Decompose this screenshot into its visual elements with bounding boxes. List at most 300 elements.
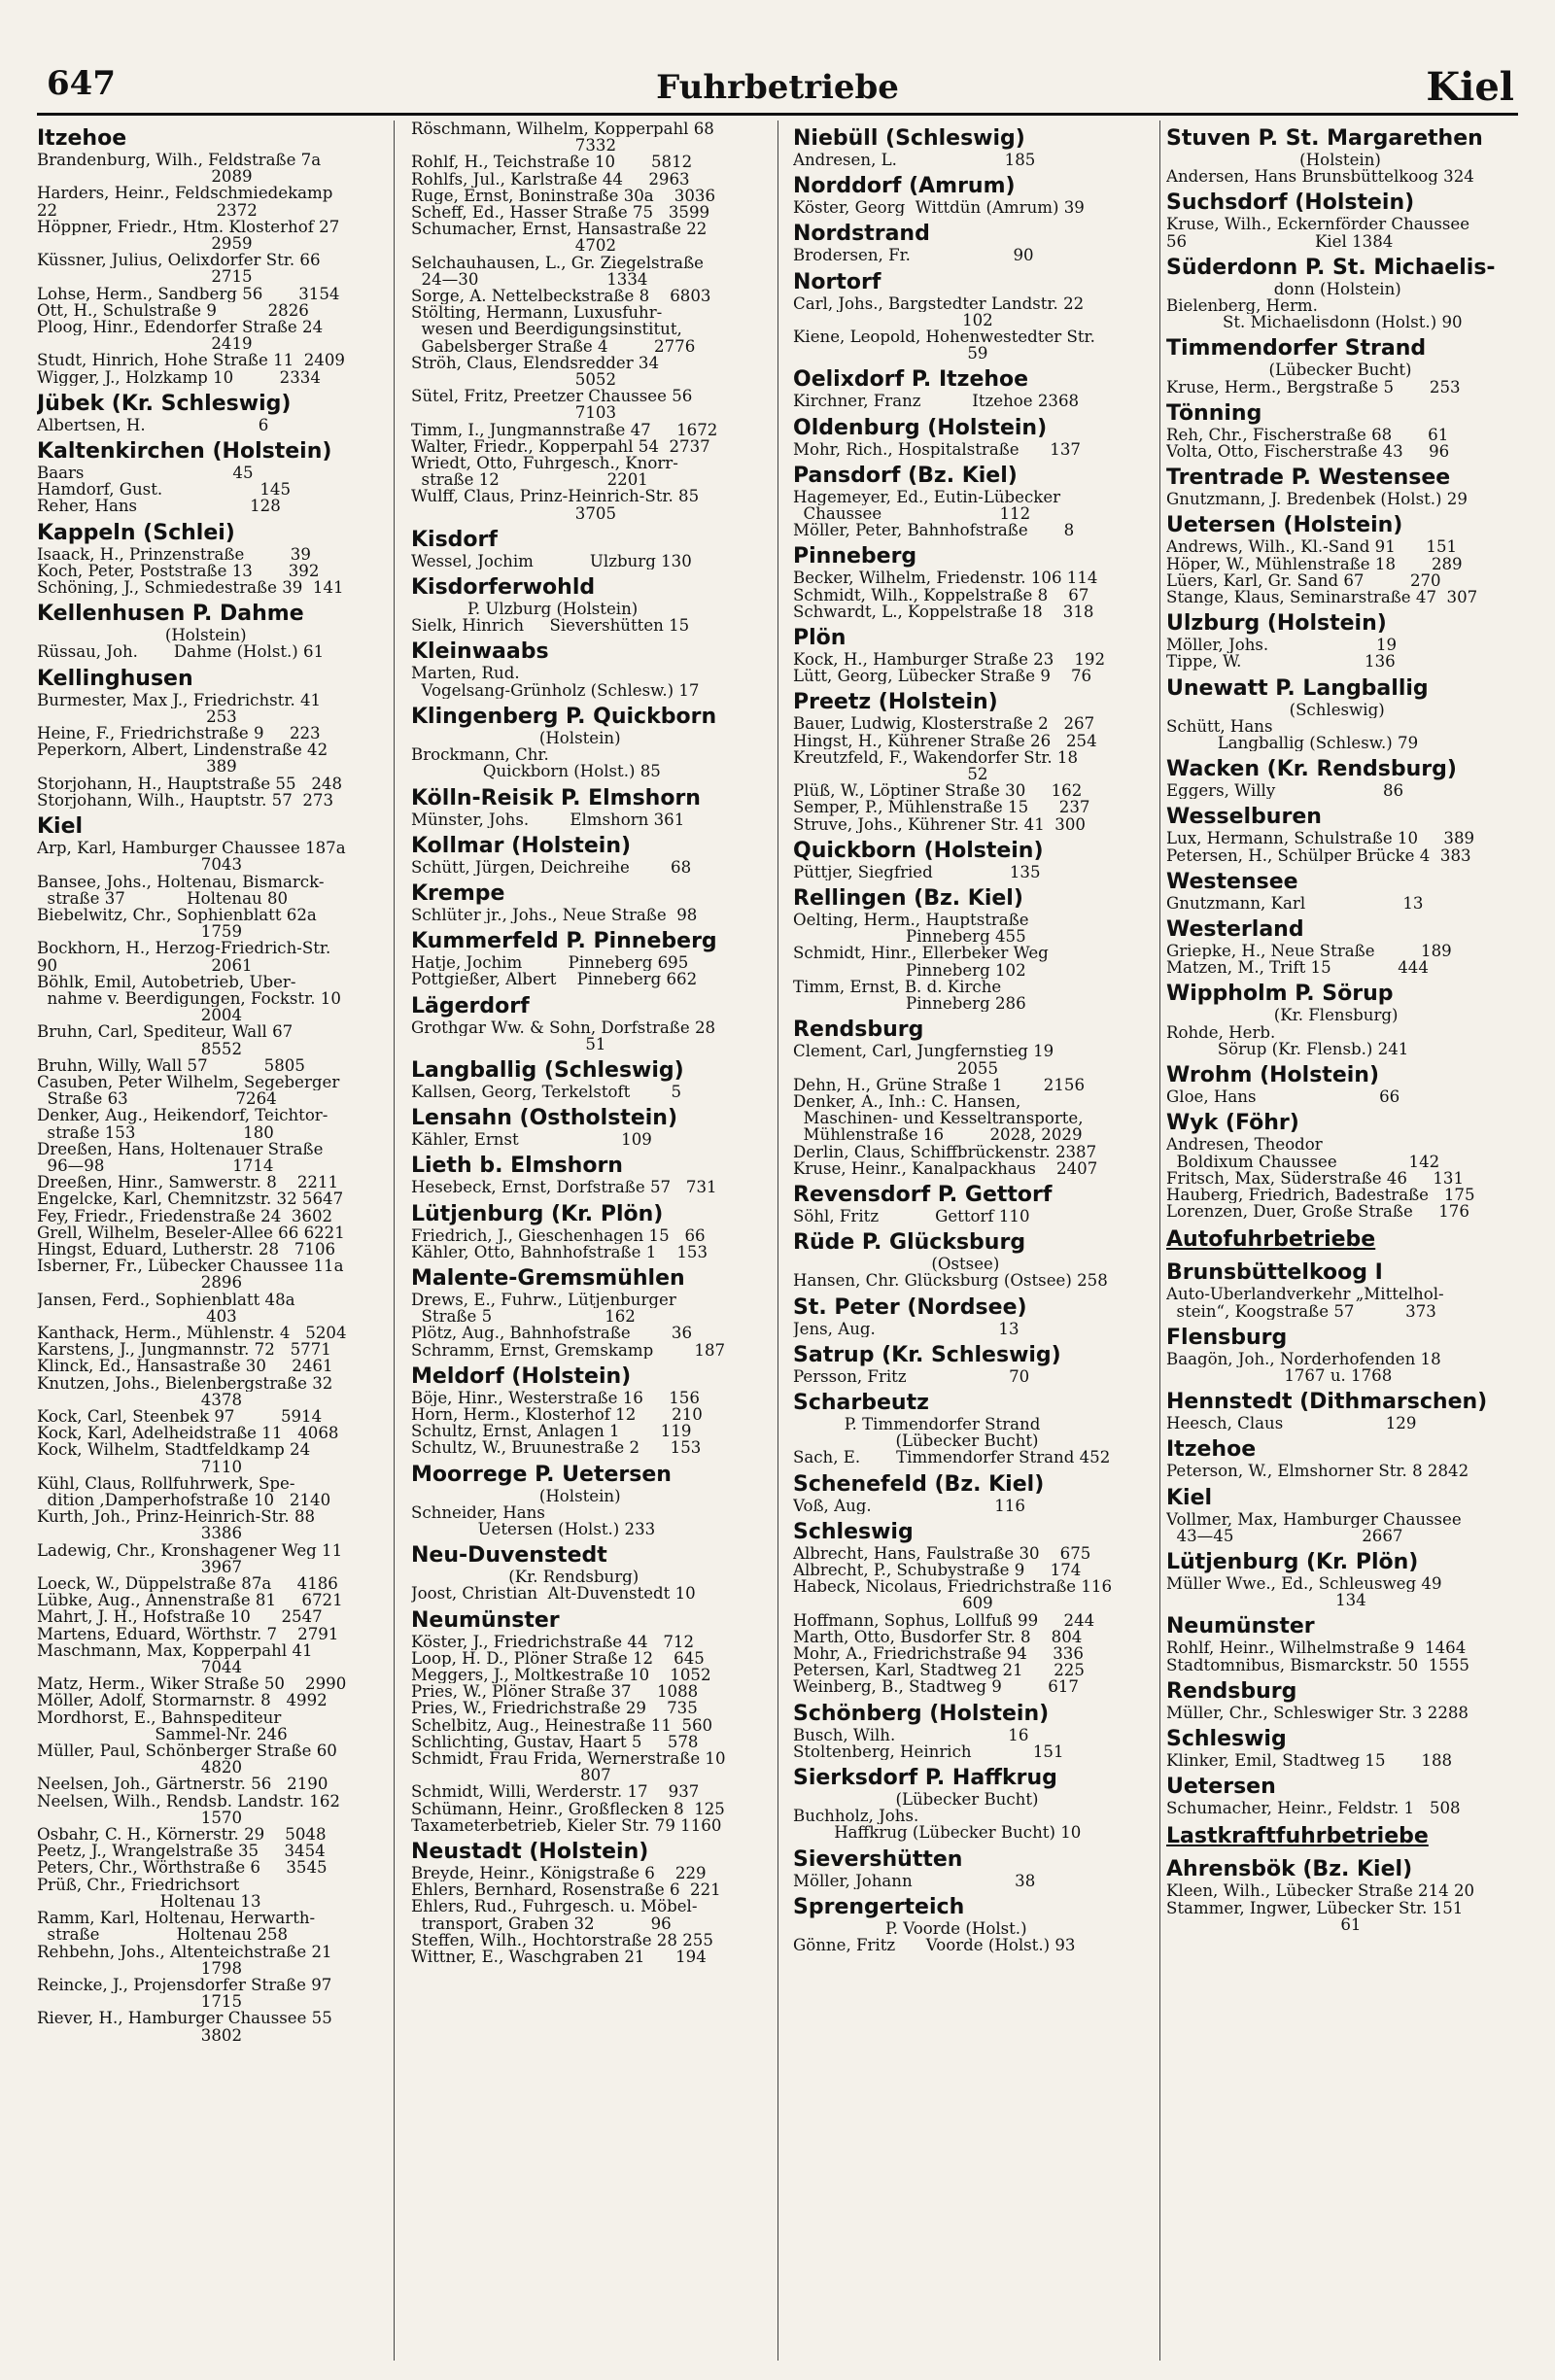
directory-entry: Reincke, J., Projensdorfer Straße 97 bbox=[37, 1976, 332, 1994]
directory-entry: Denker, A., Inh.: C. Hansen, bbox=[793, 1092, 1021, 1111]
page-header bbox=[37, 64, 1518, 113]
directory-entry: Schmidt, Wilh., Koppelstraße 8 67 bbox=[793, 586, 1089, 604]
place-heading: Lütjenburg (Kr. Plön) bbox=[1166, 1549, 1419, 1574]
directory-entry: Rohlfs, Jul., Karlstraße 44 2963 bbox=[411, 170, 690, 188]
directory-entry: Rohde, Herb. bbox=[1166, 1023, 1276, 1041]
directory-entry: Denker, Aug., Heikendorf, Teichtor- bbox=[37, 1107, 328, 1124]
directory-entry: 8552 bbox=[37, 1040, 243, 1057]
directory-entry: Wessel, Jochim Ulzburg 130 bbox=[411, 552, 692, 570]
place-heading: Uetersen (Holstein) bbox=[1166, 513, 1403, 538]
directory-entry: Kock, Carl, Steenbek 97 5914 bbox=[37, 1408, 323, 1426]
directory-entry: Gloe, Hans 66 bbox=[1166, 1088, 1400, 1106]
place-heading: Schenefeld (Bz. Kiel) bbox=[793, 1471, 1045, 1497]
directory-entry: Ruge, Ernst, Boninstraße 30a 3036 bbox=[411, 187, 716, 205]
directory-entry: Hatje, Jochim Pinneberg 695 bbox=[411, 954, 689, 972]
place-heading: Niebüll (Schleswig) bbox=[793, 126, 1025, 151]
directory-entry: Plüß, W., Löptiner Straße 30 162 bbox=[793, 782, 1083, 800]
directory-entry: Peperkorn, Albert, Lindenstraße 42 bbox=[37, 742, 328, 759]
place-heading: Lensahn (Ostholstein) bbox=[411, 1106, 678, 1131]
directory-entry: straße 153 180 bbox=[37, 1123, 274, 1141]
directory-entry: Joost, Christian Alt-Duvenstedt 10 bbox=[411, 1585, 696, 1603]
place-heading: Wippholm P. Sörup bbox=[1166, 982, 1394, 1007]
directory-entry: P. Voorde (Holst.) bbox=[793, 1919, 1027, 1937]
place-heading: Kisdorf bbox=[411, 527, 498, 552]
place-heading: Klingenberg P. Quickborn bbox=[411, 704, 717, 729]
directory-entry: Sütel, Fritz, Preetzer Chaussee 56 bbox=[411, 388, 693, 405]
place-heading: Brunsbüttelkoog I bbox=[1166, 1260, 1383, 1286]
place-heading: Flensburg bbox=[1166, 1325, 1288, 1350]
place-heading: Trentrade P. Westensee bbox=[1166, 466, 1451, 491]
directory-entry: Carl, Johs., Bargstedter Landstr. 22 bbox=[793, 294, 1085, 312]
directory-entry: Schütt, Jürgen, Deichreihe 68 bbox=[411, 858, 692, 876]
directory-entry: straße 37 Holtenau 80 bbox=[37, 889, 289, 907]
directory-entry: 1767 u. 1768 bbox=[1166, 1366, 1393, 1385]
directory-entry: Stange, Klaus, Seminarstraße 47 307 bbox=[1166, 589, 1478, 606]
directory-entry: Pinneberg 286 bbox=[793, 995, 1026, 1013]
directory-entry: Kähler, Ernst 109 bbox=[411, 1131, 652, 1149]
place-heading: Schönberg (Holstein) bbox=[793, 1701, 1050, 1726]
directory-entry: Storjohann, Wilh., Hauptstr. 57 273 bbox=[37, 791, 334, 810]
directory-entry: Hauberg, Friedrich, Badestraße 175 bbox=[1166, 1186, 1475, 1204]
directory-entry: 3802 bbox=[37, 2026, 243, 2044]
place-heading: Revensdorf P. Gettorf bbox=[793, 1182, 1053, 1207]
directory-entry: (Ostsee) bbox=[793, 1256, 1000, 1273]
directory-entry: Chaussee 112 bbox=[793, 505, 1031, 523]
directory-entry: 3386 bbox=[37, 1525, 243, 1542]
directory-entry: Schumacher, Heinr., Feldstr. 1 508 bbox=[1166, 1800, 1461, 1817]
directory-entry: Straße 63 7264 bbox=[37, 1090, 277, 1108]
directory-entry: Martens, Eduard, Wörthstr. 7 2791 bbox=[37, 1625, 339, 1642]
directory-entry: 52 bbox=[793, 766, 988, 783]
directory-entry: Dreeßen, Hinr., Samwerstr. 8 2211 bbox=[37, 1174, 339, 1191]
directory-entry: Kruse, Herm., Bergstraße 5 253 bbox=[1166, 378, 1461, 396]
place-heading: Satrup (Kr. Schleswig) bbox=[793, 1342, 1061, 1367]
directory-entry: Brodersen, Fr. 90 bbox=[793, 247, 1034, 264]
column-1 bbox=[37, 121, 394, 2361]
directory-entry: Wigger, J., Holzkamp 10 2334 bbox=[37, 368, 321, 386]
directory-entry: Riever, H., Hamburger Chaussee 55 bbox=[37, 2010, 332, 2027]
directory-entry: Koch, Peter, Poststraße 13 392 bbox=[37, 562, 320, 580]
directory-entry: 2419 bbox=[37, 335, 253, 353]
directory-entry: Ehlers, Rud., Fuhrgesch. u. Möbel- bbox=[411, 1898, 698, 1915]
place-heading: Kölln-Reisik P. Elmshorn bbox=[411, 785, 701, 811]
place-heading: St. Peter (Nordsee) bbox=[793, 1294, 1027, 1320]
place-heading: Lägerdorf bbox=[411, 993, 530, 1018]
place-heading: Sierksdorf P. Haffkrug bbox=[793, 1765, 1057, 1790]
place-heading: Kiel bbox=[1166, 1485, 1213, 1510]
directory-entry: Stadtomnibus, Bismarckstr. 50 1555 bbox=[1166, 1656, 1469, 1673]
directory-entry: Höper, W., Mühlenstraße 18 289 bbox=[1166, 555, 1463, 572]
directory-entry: 2715 bbox=[37, 268, 253, 286]
directory-entry: (Lübecker Bucht) bbox=[793, 1432, 1039, 1450]
directory-entry: Sielk, Hinrich Sievershütten 15 bbox=[411, 617, 690, 635]
column-divider bbox=[1159, 121, 1160, 2361]
place-heading: Neumünster bbox=[411, 1607, 560, 1633]
directory-entry: Isaack, H., Prinzenstraße 39 bbox=[37, 545, 311, 563]
directory-entry: Bauer, Ludwig, Klosterstraße 2 267 bbox=[793, 715, 1095, 733]
directory-entry: 5052 bbox=[411, 371, 617, 389]
place-heading: Oelixdorf P. Itzehoe bbox=[793, 367, 1029, 393]
directory-entry: Derlin, Claus, Schiffbrückenstr. 2387 bbox=[793, 1143, 1097, 1160]
directory-entry: straße 12 2201 bbox=[411, 471, 648, 489]
directory-entry: Mohr, Rich., Hospitalstraße 137 bbox=[793, 440, 1081, 458]
directory-entry: Peters, Chr., Wörthstraße 6 3545 bbox=[37, 1859, 328, 1877]
place-heading: Norddorf (Amrum) bbox=[793, 174, 1016, 199]
directory-entry: Klinck, Ed., Hansastraße 30 2461 bbox=[37, 1358, 333, 1375]
directory-entry: Vollmer, Max, Hamburger Chaussee bbox=[1166, 1510, 1462, 1528]
directory-entry: dition ,Damperhofstraße 10 2140 bbox=[37, 1492, 331, 1509]
directory-entry: Arp, Karl, Hamburger Chaussee 187a bbox=[37, 840, 346, 857]
directory-entry: Heine, F., Friedrichstraße 9 223 bbox=[37, 725, 321, 742]
directory-entry: Casuben, Peter Wilhelm, Segeberger bbox=[37, 1073, 340, 1091]
directory-entry: 7110 bbox=[37, 1458, 243, 1475]
directory-entry: Schöning, J., Schmiedestraße 39 141 bbox=[37, 579, 344, 597]
header-rule bbox=[37, 113, 1518, 116]
directory-entry: Maschmann, Max, Kopperpahl 41 bbox=[37, 1641, 313, 1660]
directory-entry: Breyde, Heinr., Königstraße 6 229 bbox=[411, 1865, 707, 1882]
directory-entry: Kleen, Wilh., Lübecker Straße 214 20 bbox=[1166, 1882, 1475, 1900]
directory-entry: Ott, H., Schulstraße 9 2826 bbox=[37, 301, 309, 320]
directory-entry: Kreutzfeld, F., Wakendorfer Str. 18 bbox=[793, 748, 1079, 767]
directory-entry: Stammer, Ingwer, Lübecker Str. 151 bbox=[1166, 1899, 1464, 1916]
directory-entry: 2959 bbox=[37, 235, 253, 253]
place-heading: Schleswig bbox=[793, 1519, 914, 1544]
directory-entry: Püttjer, Siegfried 135 bbox=[793, 863, 1041, 881]
place-heading: Hennstedt (Dithmarschen) bbox=[1166, 1390, 1488, 1415]
directory-entry: 7103 bbox=[411, 404, 617, 422]
directory-entry: Drews, E., Fuhrw., Lütjenburger bbox=[411, 1291, 676, 1309]
place-heading: Kisdorferwohld bbox=[411, 575, 596, 601]
place-heading: Westerland bbox=[1166, 917, 1304, 943]
directory-entry: Baagön, Joh., Norderhofenden 18 bbox=[1166, 1350, 1441, 1367]
directory-entry: Neelsen, Wilh., Rendsb. Landstr. 162 bbox=[37, 1792, 340, 1810]
directory-entry: Hesebeck, Ernst, Dorfstraße 57 731 bbox=[411, 1179, 717, 1196]
directory-entry: 253 bbox=[37, 707, 237, 726]
place-heading: Nordstrand bbox=[793, 222, 930, 247]
directory-entry: Röschmann, Wilhelm, Kopperpahl 68 bbox=[411, 121, 714, 138]
directory-entry: Kallsen, Georg, Terkelstoft 5 bbox=[411, 1083, 682, 1101]
directory-entry: Ploog, Hinr., Edendorfer Straße 24 bbox=[37, 319, 324, 336]
directory-entry: Boldixum Chaussee 142 bbox=[1166, 1153, 1440, 1170]
directory-entry: nahme v. Beerdigungen, Fockstr. 10 bbox=[37, 989, 341, 1008]
directory-entry: Knutzen, Johs., Bielenbergstraße 32 bbox=[37, 1374, 333, 1392]
directory-entry: Bockhorn, H., Herzog-Friedrich-Str. bbox=[37, 940, 331, 957]
directory-entry: P. Ulzburg (Holstein) bbox=[411, 601, 639, 618]
directory-entry: Jens, Aug. 13 bbox=[793, 1320, 1019, 1337]
directory-entry: Söhl, Fritz Gettorf 110 bbox=[793, 1207, 1030, 1225]
directory-entry: Möller, Adolf, Stormarnstr. 8 4992 bbox=[37, 1692, 328, 1709]
directory-entry: Pinneberg 455 bbox=[793, 928, 1026, 946]
place-heading: Kollmar (Holstein) bbox=[411, 833, 632, 858]
place-heading: Stuven P. St. Margarethen bbox=[1166, 126, 1483, 151]
directory-entry: Köster, J., Friedrichstraße 44 712 bbox=[411, 1633, 695, 1650]
directory-entry: Loeck, W., Düppelstraße 87a 4186 bbox=[37, 1575, 338, 1593]
directory-entry: Schümann, Heinr., Großflecken 8 125 bbox=[411, 1800, 725, 1817]
directory-entry: 61 bbox=[1166, 1915, 1362, 1933]
directory-entry: transport, Graben 32 96 bbox=[411, 1914, 672, 1932]
directory-entry: 807 bbox=[411, 1767, 611, 1784]
directory-entry: Storjohann, H., Hauptstraße 55 248 bbox=[37, 775, 343, 792]
directory-entry: 51 bbox=[411, 1035, 606, 1052]
directory-entry: Sammel-Nr. 246 bbox=[37, 1725, 288, 1743]
column-4 bbox=[1166, 121, 1523, 2361]
directory-entry: Schneider, Hans bbox=[411, 1503, 545, 1521]
directory-entry: (Holstein) bbox=[1166, 152, 1381, 169]
directory-entry: Semper, P., Mühlenstraße 15 237 bbox=[793, 799, 1090, 816]
directory-entry: Heesch, Claus 129 bbox=[1166, 1415, 1417, 1432]
directory-entry: Oelting, Herm., Hauptstraße bbox=[793, 912, 1029, 929]
directory-entry: Busch, Wilh. 16 bbox=[793, 1726, 1029, 1743]
directory-entry: Haffkrug (Lübecker Bucht) 10 bbox=[793, 1824, 1082, 1842]
place-heading: Malente-Gremsmühlen bbox=[411, 1265, 685, 1291]
directory-entry: Schmidt, Willi, Werderstr. 17 937 bbox=[411, 1783, 700, 1801]
directory-entry: Möller, Peter, Bahnhofstraße 8 bbox=[793, 522, 1075, 539]
section-heading: Lastkraftfuhrbetriebe bbox=[1166, 1824, 1429, 1849]
directory-entry: Wriedt, Otto, Fuhrgesch., Knorr- bbox=[411, 455, 678, 472]
directory-entry: Burmester, Max J., Friedrichstr. 41 bbox=[37, 691, 322, 708]
directory-entry: Fritsch, Max, Süderstraße 46 131 bbox=[1166, 1169, 1465, 1187]
place-heading: Kellenhusen P. Dahme bbox=[37, 602, 304, 627]
directory-entry: Sörup (Kr. Flensb.) 241 bbox=[1166, 1040, 1409, 1058]
directory-entry: Horn, Herm., Klosterhof 12 210 bbox=[411, 1405, 703, 1424]
directory-entry: Kruse, Heinr., Kanalpackhaus 2407 bbox=[793, 1159, 1098, 1177]
directory-entry: 7044 bbox=[37, 1659, 243, 1676]
directory-entry: 2004 bbox=[37, 1007, 243, 1024]
place-heading: Oldenburg (Holstein) bbox=[793, 415, 1048, 440]
directory-entry: Schultz, W., Bruunestraße 2 153 bbox=[411, 1439, 702, 1457]
directory-entry: Gabelsberger Straße 4 2776 bbox=[411, 337, 696, 355]
directory-entry: Möller, Johann 38 bbox=[793, 1872, 1036, 1889]
directory-entry: Sach, E. Timmendorfer Strand 452 bbox=[793, 1449, 1111, 1466]
directory-entry: Marth, Otto, Busdorfer Str. 8 804 bbox=[793, 1628, 1083, 1645]
directory-entry: (Lübecker Bucht) bbox=[1166, 362, 1412, 379]
directory-entry: Plötz, Aug., Bahnhofstraße 36 bbox=[411, 1325, 693, 1342]
place-heading: Ulzburg (Holstein) bbox=[1166, 611, 1387, 637]
directory-entry: wesen und Beerdigungsinstitut, bbox=[411, 321, 682, 338]
directory-entry: Hagemeyer, Ed., Eutin-Lübecker bbox=[793, 488, 1061, 506]
place-heading: Lütjenburg (Kr. Plön) bbox=[411, 1201, 664, 1226]
directory-entry: Albrecht, Hans, Faulstraße 30 675 bbox=[793, 1544, 1091, 1562]
directory-entry: Hingst, Eduard, Lutherstr. 28 7106 bbox=[37, 1240, 336, 1259]
directory-entry: 22 2372 bbox=[37, 201, 258, 219]
place-heading: Kleinwaabs bbox=[411, 639, 549, 665]
directory-entry: donn (Holstein) bbox=[1166, 280, 1401, 298]
directory-entry: Bansee, Johs., Holtenau, Bismarck- bbox=[37, 873, 325, 890]
directory-entry: Albrecht, P., Schubystraße 9 174 bbox=[793, 1561, 1082, 1579]
directory-entry: Biebelwitz, Chr., Sophienblatt 62a bbox=[37, 906, 317, 924]
place-heading: Scharbeutz bbox=[793, 1390, 929, 1415]
place-heading: Neumünster bbox=[1166, 1614, 1315, 1639]
place-heading: Jübek (Kr. Schleswig) bbox=[37, 391, 292, 416]
directory-entry: Rohlf, H., Teichstraße 10 5812 bbox=[411, 154, 693, 171]
directory-entry: Maschinen- und Kesseltransporte, bbox=[793, 1110, 1084, 1127]
directory-entry: 96—98 1714 bbox=[37, 1156, 274, 1175]
place-heading: Quickborn (Holstein) bbox=[793, 838, 1044, 863]
directory-entry: Fey, Friedr., Friedenstraße 24 3602 bbox=[37, 1207, 333, 1224]
directory-entry: Lütt, Georg, Lübecker Straße 9 76 bbox=[793, 668, 1092, 685]
place-heading: Neustadt (Holstein) bbox=[411, 1840, 649, 1865]
directory-entry: Brockmann, Chr. bbox=[411, 746, 549, 764]
directory-entry: Schlichting, Gustav, Haart 5 578 bbox=[411, 1733, 699, 1750]
directory-entry: Köster, Georg Wittdün (Amrum) 39 bbox=[793, 199, 1085, 217]
directory-entry: (Kr. Rendsburg) bbox=[411, 1569, 639, 1586]
page-title: Fuhrbetriebe bbox=[656, 68, 899, 107]
place-heading: Pinneberg bbox=[793, 544, 917, 569]
directory-entry: Reher, Hans 128 bbox=[37, 498, 281, 515]
directory-entry: (Kr. Flensburg) bbox=[1166, 1007, 1399, 1024]
directory-entry: P. Timmendorfer Strand bbox=[793, 1415, 1041, 1433]
directory-entry: Ehlers, Bernhard, Rosenstraße 6 221 bbox=[411, 1881, 721, 1899]
directory-entry: Möller, Johs. 19 bbox=[1166, 637, 1398, 654]
directory-entry: Schumacher, Ernst, Hansastraße 22 bbox=[411, 221, 708, 238]
place-heading: Ahrensbök (Bz. Kiel) bbox=[1166, 1857, 1413, 1882]
directory-entry: 43—45 2667 bbox=[1166, 1527, 1403, 1544]
directory-entry: Grothgar Ww. & Sohn, Dorfstraße 28 bbox=[411, 1018, 716, 1036]
place-heading: Kellinghusen bbox=[37, 666, 193, 691]
directory-entry: 4820 bbox=[37, 1759, 243, 1776]
place-heading: Langballig (Schleswig) bbox=[411, 1057, 684, 1083]
page-number: 647 bbox=[47, 64, 116, 103]
directory-entry: Voß, Aug. 116 bbox=[793, 1497, 1025, 1514]
directory-entry: Andersen, Hans Brunsbüttelkoog 324 bbox=[1166, 168, 1474, 186]
directory-entry: Kähler, Otto, Bahnhofstraße 1 153 bbox=[411, 1243, 708, 1260]
place-heading: Itzehoe bbox=[37, 126, 127, 151]
directory-entry: Pottgießer, Albert Pinneberg 662 bbox=[411, 971, 698, 988]
directory-entry: (Holstein) bbox=[411, 1487, 621, 1504]
directory-entry: Loop, H. D., Plöner Straße 12 645 bbox=[411, 1649, 705, 1667]
place-heading: Wacken (Kr. Rendsburg) bbox=[1166, 757, 1457, 782]
directory-entry: Müller, Paul, Schönberger Straße 60 bbox=[37, 1742, 337, 1760]
directory-entry: Rehbehn, Johs., Altenteichstraße 21 bbox=[37, 1943, 332, 1960]
directory-entry: Meggers, J., Moltkestraße 10 1052 bbox=[411, 1666, 711, 1684]
directory-entry: Peterson, W., Elmshorner Str. 8 2842 bbox=[1166, 1463, 1469, 1480]
directory-entry: Gönne, Fritz Voorde (Holst.) 93 bbox=[793, 1937, 1076, 1954]
directory-entry: Friedrich, J., Gieschenhagen 15 66 bbox=[411, 1226, 706, 1244]
directory-entry: 56 Kiel 1384 bbox=[1166, 232, 1394, 250]
directory-entry: 2896 bbox=[37, 1274, 243, 1292]
directory-entry: Persson, Fritz 70 bbox=[793, 1367, 1030, 1385]
place-heading: Meldorf (Holstein) bbox=[411, 1363, 632, 1389]
directory-entry: 102 bbox=[793, 311, 993, 329]
directory-entry: 90 2061 bbox=[37, 956, 253, 974]
directory-entry: (Holstein) bbox=[37, 627, 247, 644]
directory-entry: Clement, Carl, Jungfernstieg 19 bbox=[793, 1043, 1054, 1060]
directory-entry: Volta, Otto, Fischerstraße 43 96 bbox=[1166, 443, 1450, 461]
directory-entry: Weinberg, B., Stadtweg 9 617 bbox=[793, 1678, 1079, 1696]
place-heading: Wesselburen bbox=[1166, 805, 1322, 830]
directory-entry: Walter, Friedr., Kopperpahl 54 2737 bbox=[411, 437, 710, 456]
directory-entry: Baars 45 bbox=[37, 465, 254, 482]
place-heading: Unewatt P. Langballig bbox=[1166, 675, 1429, 701]
directory-entry: Ladewig, Chr., Kronshagener Weg 11 bbox=[37, 1541, 343, 1559]
directory-entry: Kruse, Wilh., Eckernförder Chaussee bbox=[1166, 216, 1470, 233]
directory-entry: Prüß, Chr., Friedrichsort bbox=[37, 1876, 240, 1893]
section-heading: Autofuhrbetriebe bbox=[1166, 1227, 1376, 1253]
directory-entry: Müller Wwe., Ed., Schleusweg 49 bbox=[1166, 1574, 1442, 1593]
directory-entry: Kanthack, Herm., Mühlenstr. 4 5204 bbox=[37, 1324, 347, 1342]
directory-entry: Schmidt, Hinr., Ellerbeker Weg bbox=[793, 945, 1049, 962]
directory-entry: Struve, Johs., Kührener Str. 41 300 bbox=[793, 815, 1086, 833]
directory-entry: Lohse, Herm., Sandberg 56 3154 bbox=[37, 285, 340, 302]
directory-entry: Stölting, Hermann, Luxusfuhr- bbox=[411, 304, 663, 322]
directory-entry: Wittner, E., Waschgraben 21 194 bbox=[411, 1949, 707, 1966]
place-heading: Lieth b. Elmshorn bbox=[411, 1154, 623, 1179]
directory-entry: Marten, Rud. bbox=[411, 665, 520, 682]
directory-entry: Müller, Chr., Schleswiger Str. 3 2288 bbox=[1166, 1704, 1469, 1721]
place-heading: Rendsburg bbox=[793, 1018, 924, 1043]
place-heading: Sievershütten bbox=[793, 1846, 963, 1872]
directory-entry: Gnutzmann, Karl 13 bbox=[1166, 894, 1424, 913]
directory-entry: Jansen, Ferd., Sophienblatt 48a bbox=[37, 1291, 295, 1308]
place-heading: Moorrege P. Uetersen bbox=[411, 1462, 672, 1487]
directory-entry: Taxameterbetrieb, Kieler Str. 79 1160 bbox=[411, 1816, 722, 1835]
place-heading: Wrohm (Holstein) bbox=[1166, 1063, 1380, 1088]
directory-entry: Rohlf, Heinr., Wilhelmstraße 9 1464 bbox=[1166, 1639, 1467, 1657]
directory-entry: Kühl, Claus, Rollfuhrwerk, Spe- bbox=[37, 1474, 295, 1493]
directory-entry: Schramm, Ernst, Gremskamp 187 bbox=[411, 1341, 726, 1359]
directory-entry: Timm, I., Jungmannstraße 47 1672 bbox=[411, 421, 718, 438]
directory-entry: Matzen, M., Trift 15 444 bbox=[1166, 959, 1429, 977]
directory-entry: Neelsen, Joh., Gärtnerstr. 56 2190 bbox=[37, 1776, 328, 1793]
directory-entry: Hamdorf, Gust. 145 bbox=[37, 481, 292, 499]
directory-entry: Kiene, Leopold, Hohenwestedter Str. bbox=[793, 328, 1095, 346]
column-3 bbox=[793, 121, 1150, 2361]
directory-entry: 1570 bbox=[37, 1809, 243, 1827]
directory-entry: Lübke, Aug., Annenstraße 81 6721 bbox=[37, 1592, 343, 1609]
directory-entry: Andresen, L. 185 bbox=[793, 152, 1036, 169]
directory-entry: 3967 bbox=[37, 1558, 243, 1576]
directory-entry: Hansen, Chr. Glücksburg (Ostsee) 258 bbox=[793, 1272, 1108, 1290]
directory-entry: Pries, W., Friedrichstraße 29 735 bbox=[411, 1700, 698, 1717]
directory-entry: Ramm, Karl, Holtenau, Herwarth- bbox=[37, 1910, 316, 1927]
directory-entry: Münster, Johs. Elmshorn 361 bbox=[411, 811, 685, 828]
directory-entry: Andresen, Theodor bbox=[1166, 1136, 1323, 1154]
place-heading: Preetz (Holstein) bbox=[793, 690, 998, 715]
directory-entry: Pinneberg 102 bbox=[793, 961, 1026, 979]
column-2 bbox=[411, 121, 768, 2361]
place-heading: Kaltenkirchen (Holstein) bbox=[37, 439, 332, 465]
directory-entry: Reh, Chr., Fischerstraße 68 61 bbox=[1166, 426, 1449, 444]
directory-entry: Peetz, J., Wrangelstraße 35 3454 bbox=[37, 1843, 326, 1860]
directory-entry: Grell, Wilhelm, Beseler-Allee 66 6221 bbox=[37, 1224, 345, 1241]
place-heading: Uetersen bbox=[1166, 1775, 1276, 1800]
directory-entry: Ströh, Claus, Elendsredder 34 bbox=[411, 354, 660, 372]
place-heading: Rellingen (Bz. Kiel) bbox=[793, 886, 1023, 912]
directory-entry: Kurth, Joh., Prinz-Heinrich-Str. 88 bbox=[37, 1508, 316, 1526]
directory-entry: Dehn, H., Grüne Straße 1 2156 bbox=[793, 1076, 1086, 1093]
place-heading: Westensee bbox=[1166, 869, 1298, 894]
directory-entry: Quickborn (Holst.) 85 bbox=[411, 763, 661, 780]
directory-entry: Kock, Karl, Adelheidstraße 11 4068 bbox=[37, 1425, 339, 1442]
directory-entry: 609 bbox=[793, 1595, 993, 1612]
directory-entry: Kock, H., Hamburger Straße 23 192 bbox=[793, 651, 1106, 669]
directory-entry: 2055 bbox=[793, 1059, 999, 1077]
directory-entry: 1759 bbox=[37, 923, 243, 941]
directory-entry: Becker, Wilhelm, Friedenstr. 106 114 bbox=[793, 569, 1098, 587]
directory-entry: Uetersen (Holst.) 233 bbox=[411, 1520, 656, 1538]
directory-entry: Hingst, H., Kührener Straße 26 254 bbox=[793, 732, 1097, 749]
directory-entry: Schelbitz, Aug., Heinestraße 11 560 bbox=[411, 1716, 713, 1734]
directory-entry: Gnutzmann, J. Bredenbek (Holst.) 29 bbox=[1166, 491, 1468, 508]
directory-entry: (Schleswig) bbox=[1166, 701, 1385, 718]
directory-entry: Sorge, A. Nettelbeckstraße 8 6803 bbox=[411, 288, 711, 305]
directory-entry: 7332 bbox=[411, 137, 617, 155]
directory-entry: Tippe, W. 136 bbox=[1166, 653, 1396, 671]
directory-entry: Bruhn, Carl, Spediteur, Wall 67 bbox=[37, 1023, 294, 1041]
directory-entry: (Holstein) bbox=[411, 729, 621, 747]
directory-entry: Kock, Wilhelm, Stadtfeldkamp 24 bbox=[37, 1441, 311, 1459]
place-heading: Pansdorf (Bz. Kiel) bbox=[793, 463, 1018, 488]
